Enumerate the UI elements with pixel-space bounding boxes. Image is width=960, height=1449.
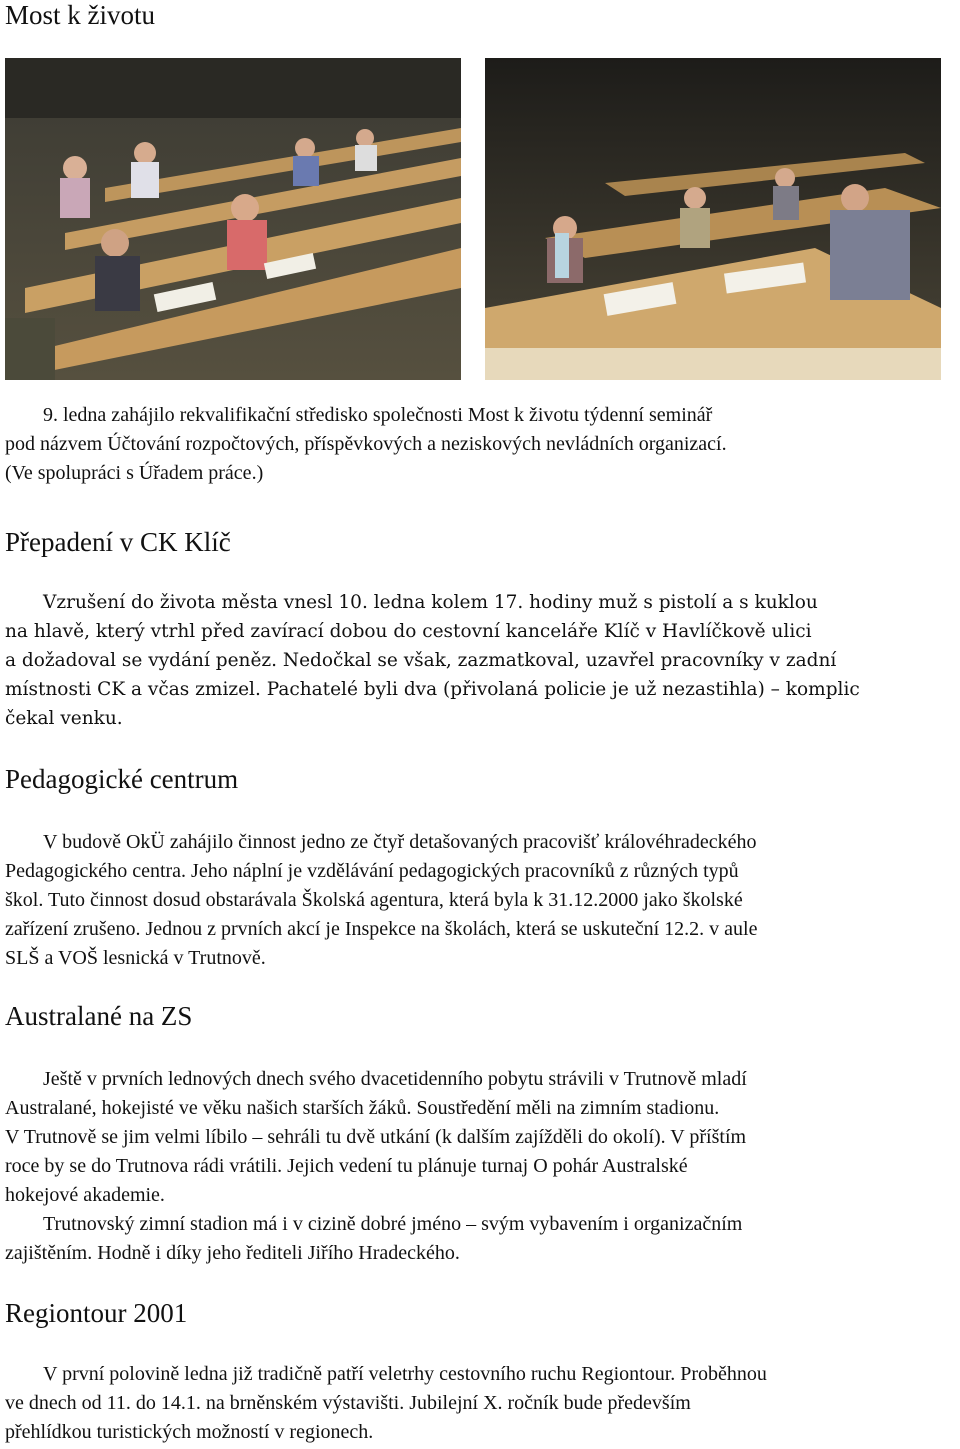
paragraph-line: škol. Tuto činnost dosud obstarávala Školská agentura, která byla k 31.12.2000 jako školské	[5, 889, 743, 911]
paragraph-line: V budově OkÜ zahájilo činnost jedno ze čtyř detašovaných pracovišť královéhradeckého	[43, 831, 757, 853]
section-paragraph	[5, 828, 955, 973]
paragraph-line: Trutnovský zimní stadion má i v cizině dobré jméno – svým vybavením i organizačním	[43, 1213, 743, 1235]
paragraph-line: V první polovině ledna již tradičně patří veletrhy cestovního ruchu Regiontour. Proběhnou	[43, 1363, 767, 1385]
classroom-photo-icon	[5, 58, 461, 380]
paragraph-line: Australané, hokejisté ve věku našich starších žáků. Soustředění měli na zimním stadionu.	[5, 1097, 720, 1119]
paragraph-line: Vzrušení do života města vnesl 10. ledna kolem 17. hodiny muž s pistolí a s kuklou	[43, 592, 818, 613]
section-paragraph	[5, 1065, 955, 1268]
paragraph-line: V Trutnově se jim velmi líbilo – sehráli tu dvě utkání (k dalším zajížděli do okolí). V příštím	[5, 1126, 747, 1148]
paragraph-line: místnosti CK a včas zmizel. Pachatelé byli dva (přivolaná policie je už nezastihla) – komplic	[5, 679, 860, 700]
classroom-photo-right	[485, 58, 941, 380]
paragraph-line: čekal venku.	[5, 708, 123, 729]
section-heading: Australané na ZS	[5, 1001, 193, 1031]
paragraph-line: na hlavě, který vtrhl před zavírací dobou do cestovní kanceláře Klíč v Havlíčkově ulici	[5, 621, 812, 642]
section-paragraph	[5, 1360, 955, 1447]
section-heading: Přepadení v CK Klíč	[5, 527, 231, 557]
paragraph-line: hokejové akademie.	[5, 1184, 165, 1206]
paragraph-line: zařízení zrušeno. Jednou z prvních akcí je Inspekce na školách, která se uskuteční 12.2. v aule	[5, 918, 758, 940]
intro-line: (Ve spolupráci s Úřadem práce.)	[5, 462, 264, 484]
section-paragraph	[5, 588, 955, 733]
intro-line: pod názvem Účtování rozpočtových, příspěvkových a neziskových nevládních organizací.	[5, 433, 727, 455]
paragraph-line: roce by se do Trutnova rádi vrátili. Jejich vedení tu plánuje turnaj O pohár Australské	[5, 1155, 688, 1177]
paragraph-line: přehlídkou turistických možností v regionech.	[5, 1421, 374, 1443]
paragraph-line: Ještě v prvních lednových dnech svého dvacetidenního pobytu strávili v Trutnově mladí	[43, 1068, 747, 1090]
page-title: Most k životu	[5, 0, 156, 30]
paragraph-line: SLŠ a VOŠ lesnická v Trutnově.	[5, 947, 266, 969]
intro-paragraph	[5, 401, 955, 488]
classroom-photo-left	[5, 58, 461, 380]
classroom-photo-icon	[485, 58, 941, 380]
paragraph-line: a dožadoval se vydání peněz. Nedočkal se však, zazmatkoval, uzavřel pracovníky v zadní	[5, 650, 837, 671]
paragraph-line: Pedagogického centra. Jeho náplní je vzdělávání pedagogických pracovníků z různých typů	[5, 860, 739, 882]
paragraph-line: ve dnech od 11. do 14.1. na brněnském výstavišti. Jubilejní X. ročník bude především	[5, 1392, 691, 1414]
section-heading: Regiontour 2001	[5, 1298, 188, 1328]
paragraph-line: zajištěním. Hodně i díky jeho řediteli Jiřího Hradeckého.	[5, 1242, 460, 1264]
section-heading: Pedagogické centrum	[5, 764, 239, 794]
intro-line: 9. ledna zahájilo rekvalifikační středisko společnosti Most k životu týdenní seminář	[43, 404, 713, 426]
